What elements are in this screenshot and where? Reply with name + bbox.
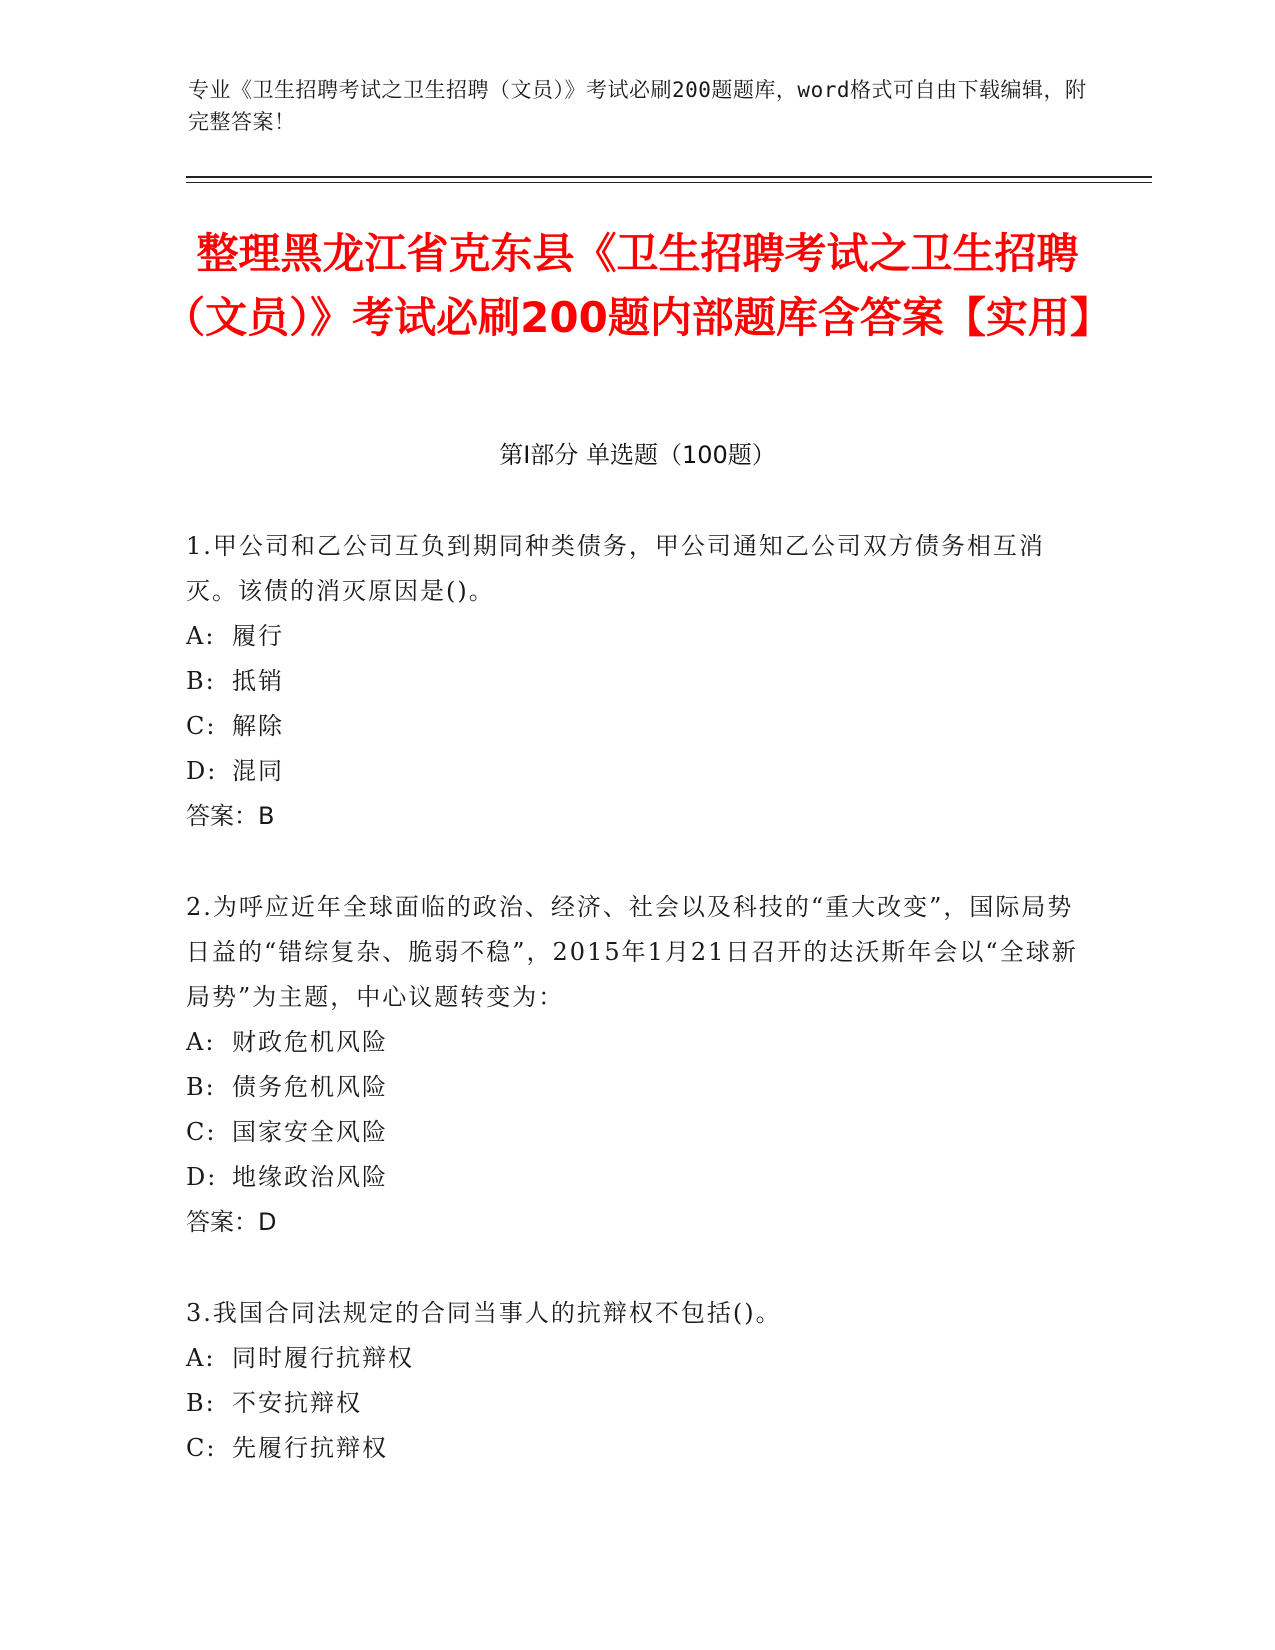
- answer-line: 答案：B: [186, 802, 275, 830]
- answer-line: 答案：D: [186, 1208, 277, 1236]
- option-letter: D:: [186, 1163, 218, 1191]
- option-text: 先履行抗辩权: [232, 1434, 388, 1462]
- option-text: 抵销: [232, 667, 284, 695]
- option-text: 混同: [232, 757, 284, 785]
- option-letter: C:: [186, 712, 217, 740]
- option-letter: A:: [186, 1028, 216, 1056]
- option-text: 债务危机风险: [232, 1073, 388, 1101]
- option-letter: D:: [186, 757, 218, 785]
- question-stem: 1.甲公司和乙公司互负到期同种类债务，甲公司通知乙公司双方债务相互消灭。该债的消灭原因是()。: [186, 532, 1045, 605]
- option-b: [186, 659, 1086, 704]
- option-a: [186, 1020, 1086, 1065]
- option-text: 同时履行抗辩权: [232, 1344, 414, 1372]
- option-text: 解除: [232, 712, 284, 740]
- header-divider-thin: [186, 182, 1152, 183]
- option-letter: C:: [186, 1434, 217, 1462]
- option-b: [186, 1381, 1086, 1426]
- header-note: 专业《卫生招聘考试之卫生招聘（文员）》考试必刷200题题库，word格式可自由下载编辑，附完整答案！: [188, 78, 1087, 134]
- option-text: 地缘政治风险: [232, 1163, 388, 1191]
- option-letter: C:: [186, 1118, 217, 1146]
- option-c: [186, 1426, 1086, 1471]
- option-b: [186, 1065, 1086, 1110]
- option-text: 国家安全风险: [232, 1118, 388, 1146]
- document-title: 整理黑龙江省克东县《卫生招聘考试之卫生招聘（文员）》考试必刷200题内部题库含答案【实用】: [163, 229, 1112, 342]
- option-letter: B:: [186, 667, 216, 695]
- option-letter: A:: [186, 622, 216, 650]
- question-stem: 3.我国合同法规定的合同当事人的抗辩权不包括()。: [186, 1299, 782, 1327]
- section-title: 第Ⅰ部分 单选题（100题）: [499, 441, 776, 469]
- option-c: [186, 1110, 1086, 1155]
- option-letter: B:: [186, 1389, 216, 1417]
- option-letter: B:: [186, 1073, 216, 1101]
- question-3: [186, 1291, 1086, 1471]
- option-a: [186, 614, 1086, 659]
- question-2: [186, 885, 1086, 1245]
- option-d: [186, 1155, 1086, 1200]
- option-letter: A:: [186, 1344, 216, 1372]
- option-a: [186, 1336, 1086, 1381]
- option-text: 财政危机风险: [232, 1028, 388, 1056]
- option-text: 履行: [232, 622, 284, 650]
- header-divider-thick: [186, 176, 1152, 178]
- question-stem: 2.为呼应近年全球面临的政治、经济、社会以及科技的“重大改变”，国际局势日益的“错综复杂、脆弱不稳”，2015年1月21日召开的达沃斯年会以“全球新局势”为主题，中心议题转变为：: [186, 893, 1078, 1011]
- question-list: [186, 524, 1086, 1517]
- option-c: [186, 704, 1086, 749]
- option-text: 不安抗辩权: [232, 1389, 362, 1417]
- question-1: [186, 524, 1086, 839]
- option-d: [186, 749, 1086, 794]
